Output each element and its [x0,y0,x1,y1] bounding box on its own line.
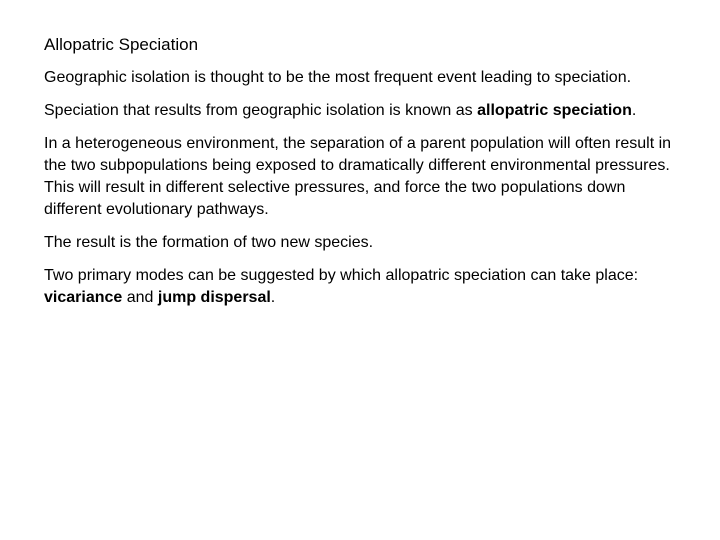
paragraph-result: The result is the formation of two new species. [44,234,374,251]
paragraph-end: . [631,102,637,119]
paragraph-modes [44,265,674,309]
paragraph-text: Two primary modes can be suggested by which allopatric speciation can take place: [44,267,639,284]
term-allopatric-speciation: allopatric speciation [477,102,632,119]
paragraph-text: Speciation that results from geographic isolation is known as [44,102,478,119]
paragraph-geographic-isolation: Geographic isolation is thought to be the most frequent event leading to speciation. [44,69,632,86]
term-jump-dispersal: jump dispersal [157,289,271,306]
slide-content [44,34,674,320]
paragraph-end: . [270,289,276,306]
term-vicariance: vicariance [44,289,123,306]
paragraph-allopatric-definition [44,100,674,122]
slide-title: Allopatric Speciation [44,35,199,54]
paragraph-mid: and [122,289,158,306]
paragraph-heterogeneous-environment: In a heterogeneous environment, the separation of a parent population will often result in the two subpopulations being exposed to dramatically different environmental pressures. This will result in different selective pressures, and force the two populations down different evolutionary pathways. [44,135,672,218]
